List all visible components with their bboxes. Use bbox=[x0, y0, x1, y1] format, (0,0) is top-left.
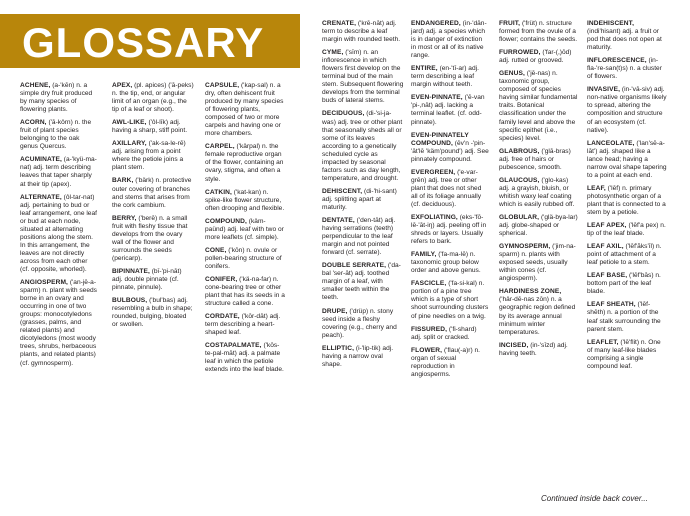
glossary-definition: (a-'kyü-ma-nat) adj. term describing leaves that taper sharply at their tip (apex). bbox=[20, 156, 97, 188]
glossary-definition: (i-'lip-tik) adj. having a narrow oval shape. bbox=[322, 344, 394, 368]
glossary-definition: ('lan'sē-a-lāt') adj. shaped like a lance head; having a narrow oval shape tapering to a point at each end. bbox=[587, 139, 667, 179]
glossary-term: COSTAPALMATE, bbox=[205, 342, 262, 350]
glossary-entry bbox=[20, 194, 97, 274]
glossary-entry bbox=[587, 243, 667, 267]
glossary-term: ENTIRE, bbox=[411, 65, 438, 73]
glossary-term: CARPEL, bbox=[205, 143, 235, 151]
glossary-term: ACORN, bbox=[20, 119, 47, 127]
glossary-term: FURROWED, bbox=[499, 49, 541, 57]
glossary-entry bbox=[499, 70, 578, 142]
glossary-definition: (indi'hisant) adj. a fruit or pod that does not open at maturity. bbox=[587, 28, 662, 52]
glossary-entry bbox=[322, 345, 404, 369]
glossary-definition: ('kōs-te-pal-māt) adj. a palmate leaf in which the petiole extends into the leaf blade. bbox=[205, 342, 284, 374]
glossary-term: GLABROUS, bbox=[499, 147, 540, 155]
glossary-entry bbox=[587, 185, 667, 217]
glossary-entry bbox=[112, 119, 194, 135]
glossary-column-6 bbox=[499, 20, 578, 363]
glossary-definition: (di-'si-ja-was) adj. tree or other plant that seasonally sheds all or some of its leaves according to a genetically scheduled cycle as impacted by seasonal factors such as day length, temperature, and drought. bbox=[322, 110, 403, 182]
glossary-entry bbox=[587, 140, 667, 180]
glossary-term: COMPOUND, bbox=[205, 217, 247, 225]
glossary-entry bbox=[205, 313, 285, 337]
glossary-definition: ('lēf-shēth) n. a portion of the leaf stalk surrounding the parent stem. bbox=[587, 301, 661, 333]
glossary-entry bbox=[411, 65, 489, 89]
glossary-entry bbox=[587, 301, 667, 333]
glossary-term: EVERGREEN, bbox=[411, 168, 456, 176]
glossary-term: DEHISCENT, bbox=[322, 187, 363, 195]
glossary-term: DRUPE, bbox=[322, 307, 348, 315]
glossary-definition: ('fi-shard) adj. split or cracked. bbox=[411, 325, 477, 341]
glossary-term: BIPINNATE, bbox=[112, 267, 150, 275]
glossary-entry bbox=[322, 262, 404, 302]
glossary-entry bbox=[499, 342, 578, 358]
glossary-entry bbox=[112, 82, 194, 114]
glossary-term: LEAFLET, bbox=[587, 338, 619, 346]
glossary-entry bbox=[20, 156, 97, 188]
glossary-entry bbox=[112, 140, 194, 172]
glossary-term: APEX, bbox=[112, 82, 133, 89]
glossary-entry bbox=[322, 308, 404, 340]
glossary-entry bbox=[205, 218, 285, 242]
glossary-definition: (en-'tī-ar) adj. term describing a leaf margin without teeth. bbox=[411, 65, 479, 89]
glossary-entry bbox=[205, 82, 285, 138]
glossary-definition: ('berē) n. a small fruit with fleshy tissue that develops from the ovary wall of the flower and surrounds the seeds (pericarp). bbox=[112, 214, 188, 262]
glossary-definition: ('flau(-a)r) n. organ of sexual reproduction in angiosperms. bbox=[411, 346, 481, 378]
glossary-column-2 bbox=[112, 82, 194, 334]
glossary-definition: (in-fla-'re-san(t)s) n. a cluster of flowers. bbox=[587, 57, 662, 81]
glossary-entry bbox=[20, 279, 97, 368]
glossary-entry bbox=[112, 215, 194, 263]
glossary-entry bbox=[499, 20, 578, 44]
glossary-entry bbox=[499, 214, 578, 238]
glossary-definition: ('bul'bas) adj. resembling a bulb in shape; rounded, bulging, bloated or swollen. bbox=[112, 297, 193, 329]
glossary-term: GENUS, bbox=[499, 70, 525, 78]
glossary-definition: ('e-var-grēn) adj. tree or other plant that does not shed all of its foliage annually (cf. deciduous). bbox=[411, 168, 482, 208]
glossary-definition: (in-'sīzd) adj. having teeth. bbox=[499, 341, 568, 357]
glossary-definition: ('jim-na-sparm) n. plants with exposed seeds, usually within cones (cf. angiosperm). bbox=[499, 243, 576, 283]
glossary-entry bbox=[411, 251, 489, 275]
glossary-term: GYMNOSPERM, bbox=[499, 243, 551, 251]
glossary-term: GLOBULAR, bbox=[499, 213, 540, 221]
glossary-term: LEAF AXIL, bbox=[587, 243, 624, 251]
glossary-definition: ('ā-kôrn) n. the fruit of plant species belonging to the oak genus Quercus. bbox=[20, 119, 92, 151]
glossary-term: AWL-LIKE, bbox=[112, 119, 147, 127]
glossary-definition: ('jē-nas) n. taxonomic group, composed of species having similar fundamental traits. Botanical classification under the family level and above the specific epithet (i.e., species) level. bbox=[499, 70, 578, 142]
glossary-definition: (in-'vā-siv) adj. non-native organisms likely to spread, altering the composition and structure of an ecosystem (cf. native). bbox=[587, 86, 667, 134]
glossary-term: CONE, bbox=[205, 246, 227, 254]
glossary-term: INVASIVE, bbox=[587, 86, 621, 94]
glossary-term: DENTATE, bbox=[322, 217, 355, 225]
glossary-definition: ('fa-ma-lē) n. taxonomic group below order and above genus. bbox=[411, 251, 481, 275]
glossary-term: AXILLARY, bbox=[112, 140, 147, 148]
glossary-term: ANGIOSPERM, bbox=[20, 279, 68, 287]
glossary-definition: ('lēf'a pex) n. tip of the leaf blade. bbox=[587, 222, 666, 238]
glossary-term: ALTERNATE, bbox=[20, 193, 62, 201]
glossary-definition: ('drüp) n. stony seed inside a fleshy covering (e.g., cherry and peach). bbox=[322, 307, 397, 339]
glossary-definition: ('sīm) n. an inflorescence in which flowers first develop on the terminal bud of the main stem. Subsequent flowering develops from the terminal buds of lateral stems. bbox=[322, 49, 404, 105]
glossary-term: BERRY, bbox=[112, 214, 137, 222]
glossary-entry bbox=[205, 247, 285, 271]
glossary-term: CORDATE, bbox=[205, 313, 240, 321]
glossary-definition: ('glä-bya-lar) adj. globe-shaped or spherical. bbox=[499, 213, 578, 238]
glossary-entry bbox=[587, 86, 667, 134]
glossary-entry bbox=[322, 110, 404, 182]
glossary-entry bbox=[411, 94, 489, 126]
glossary-term: CONIFER, bbox=[205, 275, 238, 283]
glossary-entry bbox=[587, 272, 667, 296]
glossary-definition: ('lēf) n. primary photosynthetic organ of a plant that is connected to a stem by a petiole. bbox=[587, 184, 666, 216]
glossary-definition: ('glo-kas) adj. a grayish, bluish, or whitish waxy leaf coating which is easily rubbed off. bbox=[499, 176, 575, 208]
glossary-entry bbox=[499, 148, 578, 172]
glossary-entry bbox=[205, 342, 285, 374]
glossary-definition: ('ak-sa-le-rē) adj. arising from a point where the petiole joins a plant stem. bbox=[112, 140, 186, 172]
page-title: GLOSSARY bbox=[22, 19, 265, 66]
glossary-definition: (in-'dān-jard) adj. a species which is in danger of extinction in most or all of its native range. bbox=[411, 20, 487, 60]
glossary-entry bbox=[499, 243, 578, 283]
glossary-definition: ('kärpal) n. the female reproductive organ of the flower, containing an ovary, stigma, and often a style. bbox=[205, 143, 284, 183]
glossary-term: BULBOUS, bbox=[112, 297, 148, 305]
glossary-definition: ('lēf'ăks'īl) n. point of attachment of a leaf petiole to a stem. bbox=[587, 243, 662, 267]
glossary-term: LEAF SHEATH, bbox=[587, 301, 636, 309]
glossary-term: FASCICLE, bbox=[411, 280, 447, 288]
glossary-entry bbox=[112, 268, 194, 292]
glossary-definition: ('da-bal 'ser-āt) adj. toothed margin of a leaf, with smaller teeth within the teeth. bbox=[322, 262, 401, 302]
glossary-entry bbox=[411, 132, 489, 164]
glossary-term: HARDINESS ZONE, bbox=[499, 288, 562, 296]
glossary-definition: (käm-paünd) adj. leaf with two or more leaflets (cf. simple). bbox=[205, 217, 284, 241]
glossary-entry bbox=[112, 297, 194, 329]
glossary-term: FAMILY, bbox=[411, 251, 437, 259]
glossary-entry bbox=[411, 214, 489, 246]
glossary-definition: ('ôl-līk) adj. having a sharp, stiff point. bbox=[112, 119, 188, 135]
glossary-term: CAPSULE, bbox=[205, 82, 240, 89]
glossary-entry bbox=[587, 222, 667, 238]
glossary-term: LEAF, bbox=[587, 184, 606, 192]
glossary-entry bbox=[411, 280, 489, 320]
glossary-term: INDEHISCENT, bbox=[587, 20, 634, 27]
glossary-definition: ('fa-si-kal) n. portion of a pine tree which is a type of short shoot surrounding clusters of pine needles on a twig. bbox=[411, 280, 489, 320]
glossary-column-7 bbox=[587, 20, 667, 376]
glossary-definition: (di-'hi-sant) adj. splitting apart at maturity. bbox=[322, 187, 397, 211]
glossary-term: FRUIT, bbox=[499, 20, 521, 27]
glossary-term: BARK, bbox=[112, 177, 134, 185]
glossary-entry bbox=[322, 49, 404, 105]
glossary-term: FISSURED, bbox=[411, 325, 448, 333]
glossary-entry bbox=[499, 288, 578, 336]
glossary-term: EVEN-PINNATE, bbox=[411, 94, 463, 102]
glossary-entry bbox=[20, 119, 97, 151]
glossary-term: CRENATE, bbox=[322, 20, 357, 27]
glossary-definition: ('kōr-dāt) adj. term describing a heart-shaped leaf. bbox=[205, 313, 281, 337]
glossary-term: CYME, bbox=[322, 49, 344, 57]
glossary-entry bbox=[587, 57, 667, 81]
glossary-term: ACUMINATE, bbox=[20, 156, 62, 164]
glossary-entry bbox=[322, 20, 404, 44]
glossary-term: DECIDUOUS, bbox=[322, 110, 365, 118]
glossary-entry bbox=[587, 339, 667, 371]
glossary-entry bbox=[112, 177, 194, 209]
glossary-column-1 bbox=[20, 82, 97, 373]
glossary-column-4 bbox=[322, 20, 404, 374]
glossary-definition: ('här-dē-nas zōn) n. a geographic region defined by its average annual minimum winter temperatures. bbox=[499, 296, 576, 336]
glossary-definition: ('kap-sal) n. a dry, often dehiscent fruit produced by many species of flowering plants, composed of two or more carpels and having one or more chambers. bbox=[205, 82, 284, 138]
glossary-term: ENDANGERED, bbox=[411, 20, 461, 27]
glossary-entry bbox=[499, 49, 578, 65]
glossary-definition: (a-'kēn) n. a simple dry fruit produced by many species of flowering plants. bbox=[20, 82, 93, 114]
glossary-term: LANCEOLATE, bbox=[587, 139, 635, 147]
glossary-entry bbox=[205, 276, 285, 308]
glossary-definition: ('ē-van 'pi-,nāt) adj. lacking a terminal leaflet. (cf. odd-pinnate). bbox=[411, 94, 485, 126]
glossary-term: LEAF APEX, bbox=[587, 222, 627, 230]
glossary-term: EVEN-PINNATELY COMPOUND, bbox=[411, 131, 469, 147]
glossary-definition: (bī-'pi-nāt) adj. double pinnate (cf. pinnate, pinnule). bbox=[112, 267, 182, 292]
glossary-definition: ('krē-nāt) adj. term to describe a leaf margin with rounded teeth. bbox=[322, 20, 401, 44]
continued-note: Continued inside back cover... bbox=[541, 494, 648, 503]
glossary-term: GLAUCOUS, bbox=[499, 176, 540, 184]
glossary-entry bbox=[322, 188, 404, 212]
glossary-term: INCISED, bbox=[499, 341, 529, 349]
glossary-definition: (ēv'n -'pin-'āt'lē 'käm'pound') adj. See pinnately compound. bbox=[411, 139, 489, 163]
glossary-definition: ('früt) n. structure formed from the ovule of a flower; contains the seeds. bbox=[499, 20, 578, 44]
glossary-entry bbox=[205, 143, 285, 183]
glossary-banner bbox=[0, 14, 300, 68]
glossary-term: ELLIPTIC, bbox=[322, 344, 355, 352]
glossary-definition: ('an-jē-a-sparm) n. plant with seeds borne in an ovary and occurring in one of two groups: monocotyledons (grasses, palms, and related plants) and dicotyledons (most woody trees, shrubs, herbaceous plants, and related plants) (cf. gymnosperm). bbox=[20, 279, 97, 367]
glossary-definition: ('kat-kan) n. spike-like flower structure, often drooping and flexible. bbox=[205, 188, 285, 212]
glossary-term: INFLORESCENCE, bbox=[587, 57, 647, 65]
glossary-definition: ('lē'flit) n. One of many leaf-like blades comprising a single compound leaf. bbox=[587, 338, 661, 370]
glossary-definition: (eks-'fō-lē-'āt-iŋ) adj. peeling off in shreds or layers. Usually refers to bark. bbox=[411, 213, 487, 246]
glossary-entry bbox=[587, 20, 667, 52]
glossary-definition: ('den-tāt) adj. having serrations (teeth) perpendicular to the leaf margin and not pointed forward (cf. serrate). bbox=[322, 217, 396, 257]
glossary-definition: (ôl-tar-nat) adj. pertaining to bud or leaf arrangement, one leaf or bud at each node, situated at alternating positions along the stem. In this arrangement, the leaves are not directly across from each other (cf. opposite, whorled). bbox=[20, 193, 97, 273]
glossary-entry bbox=[322, 217, 404, 257]
glossary-entry bbox=[411, 347, 489, 379]
glossary-term: ACHENE, bbox=[20, 82, 51, 89]
glossary-term: DOUBLE SERRATE, bbox=[322, 262, 387, 270]
glossary-definition: ('glā-bras) adj. free of hairs or pubescence, smooth. bbox=[499, 147, 571, 171]
glossary-entry bbox=[499, 177, 578, 209]
glossary-entry bbox=[411, 169, 489, 209]
glossary-definition: ('kä-na-far) n. cone-bearing tree or other plant that has its seeds in a structure called a cone. bbox=[205, 275, 285, 308]
glossary-definition: ('kōn) n. ovule or pollen-bearing structure of conifers. bbox=[205, 246, 282, 270]
glossary-definition: ('lēf'bās) n. bottom part of the leaf blade. bbox=[587, 272, 661, 296]
glossary-entry bbox=[411, 20, 489, 60]
glossary-column-5 bbox=[411, 20, 489, 384]
glossary-column-3 bbox=[205, 82, 285, 380]
glossary-term: CATKIN, bbox=[205, 188, 232, 196]
glossary-term: FLOWER, bbox=[411, 346, 443, 354]
glossary-term: EXFOLIATING, bbox=[411, 213, 458, 221]
glossary-entry bbox=[411, 326, 489, 342]
glossary-definition: (pl. apices) ('ā-peks) n. the tip, end, or angular limit of an organ (e.g., the tip of a leaf or shoot). bbox=[112, 82, 194, 114]
glossary-term: LEAF BASE, bbox=[587, 272, 628, 280]
glossary-definition: ('far-(,)ōd) adj. rutted or grooved. bbox=[499, 49, 572, 65]
glossary-entry bbox=[205, 189, 285, 213]
glossary-definition: ('bärk) n. protective outer covering of branches and stems that arises from the cork cambium. bbox=[112, 177, 192, 209]
glossary-entry bbox=[20, 82, 97, 114]
